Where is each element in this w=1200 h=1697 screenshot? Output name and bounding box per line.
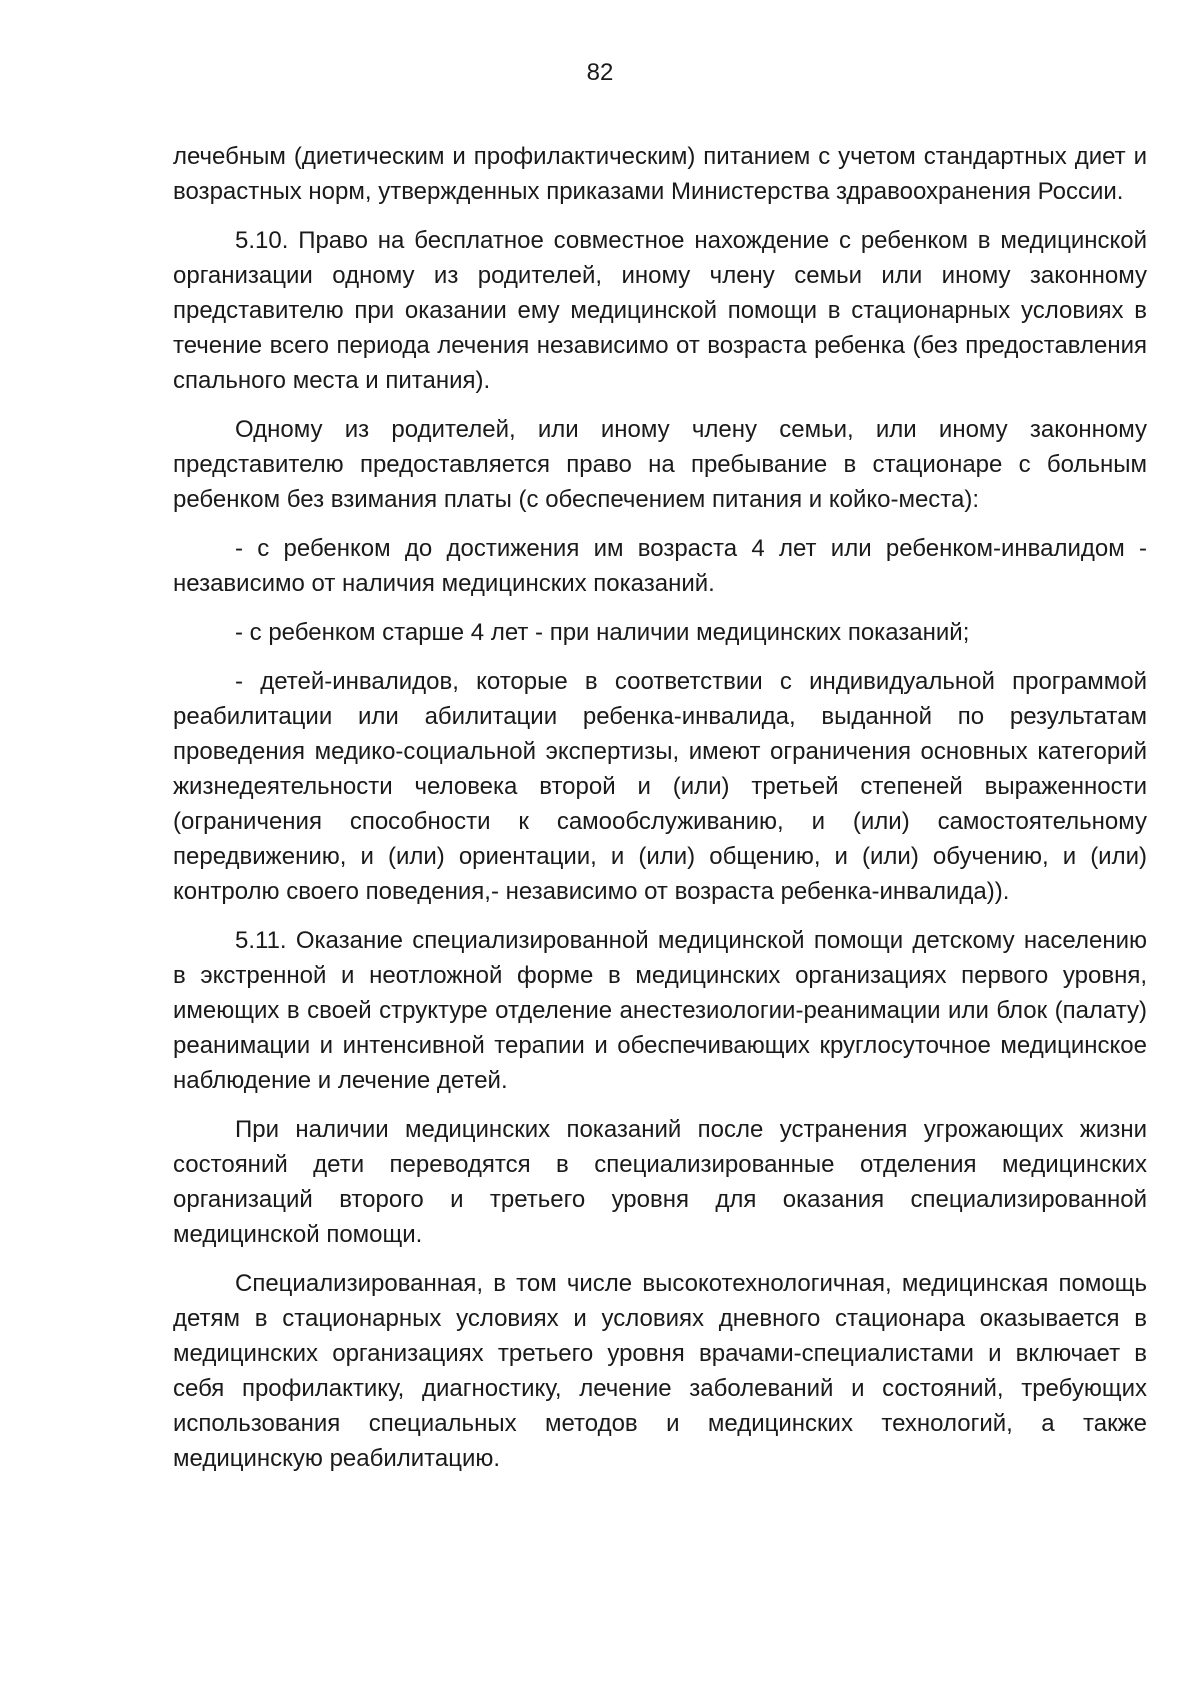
list-item-disabled-children: - детей-инвалидов, которые в соответствии с индивидуальной программой реабилитации или абилитации ребенка-инвалида, выданной по результатам проведения медико-социальной экспертизы, имеют ограничения основных категорий жизнедеятельности человека второй и (или) третьей степеней выраженности (ограничения способности к самообслуживанию, и (или) самостоятельному передвижению, и (или) ориентации, и (или) общению, и (или) обучению, и (или) контролю своего поведения,- независимо от возраста ребенка-инвалида)). [173,668,1147,905]
paragraph-specialized-care: Специализированная, в том числе высокотехнологичная, медицинская помощь детям в стационарных условиях и условиях дневного стационара оказывается в медицинских организациях третьего уровня врачами-специалистами и включает в себя профилактику, диагностику, лечение заболеваний и состояний, требующих использования специальных методов и медицинских технологий, а также медицинскую реабилитацию. [173,1270,1147,1472]
list-item-over-4: - с ребенком старше 4 лет - при наличии медицинских показаний; [235,619,970,646]
paragraph-5-10: 5.10. Право на бесплатное совместное нахождение с ребенком в медицинской организации одному из родителей, иному члену семьи или иному законному представителю при оказании ему медицинской помощи в стационарных условиях в течение всего периода лечения независимо от возраста ребенка (без предоставления спального места и питания). [173,227,1147,394]
document-body [173,139,1147,1490]
paragraph-continuation: лечебным (диетическим и профилактическим) питанием с учетом стандартных диет и возрастных норм, утвержденных приказами Министерства здравоохранения России. [173,143,1147,205]
paragraph-transfer: При наличии медицинских показаний после устранения угрожающих жизни состояний дети переводятся в специализированные отделения медицинских организаций второго и третьего уровня для оказания специализированной медицинской помощи. [173,1116,1147,1248]
paragraph-5-11: 5.11. Оказание специализированной медицинской помощи детскому населению в экстренной и неотложной форме в медицинских организациях первого уровня, имеющих в своей структуре отделение анестезиологии-реанимации или блок (палату) реанимации и интенсивной терапии и обеспечивающих круглосуточное медицинское наблюдение и лечение детей. [173,927,1147,1094]
page-number: 82 [586,59,614,86]
paragraph-parent-stay: Одному из родителей, или иному члену семьи, или иному законному представителю предоставляется право на пребывание в стационаре с больным ребенком без взимания платы (с обеспечением питания и койко-места): [173,416,1147,513]
list-item-under-4: - с ребенком до достижения им возраста 4 лет или ребенком-инвалидом - независимо от наличия медицинских показаний. [173,535,1147,597]
